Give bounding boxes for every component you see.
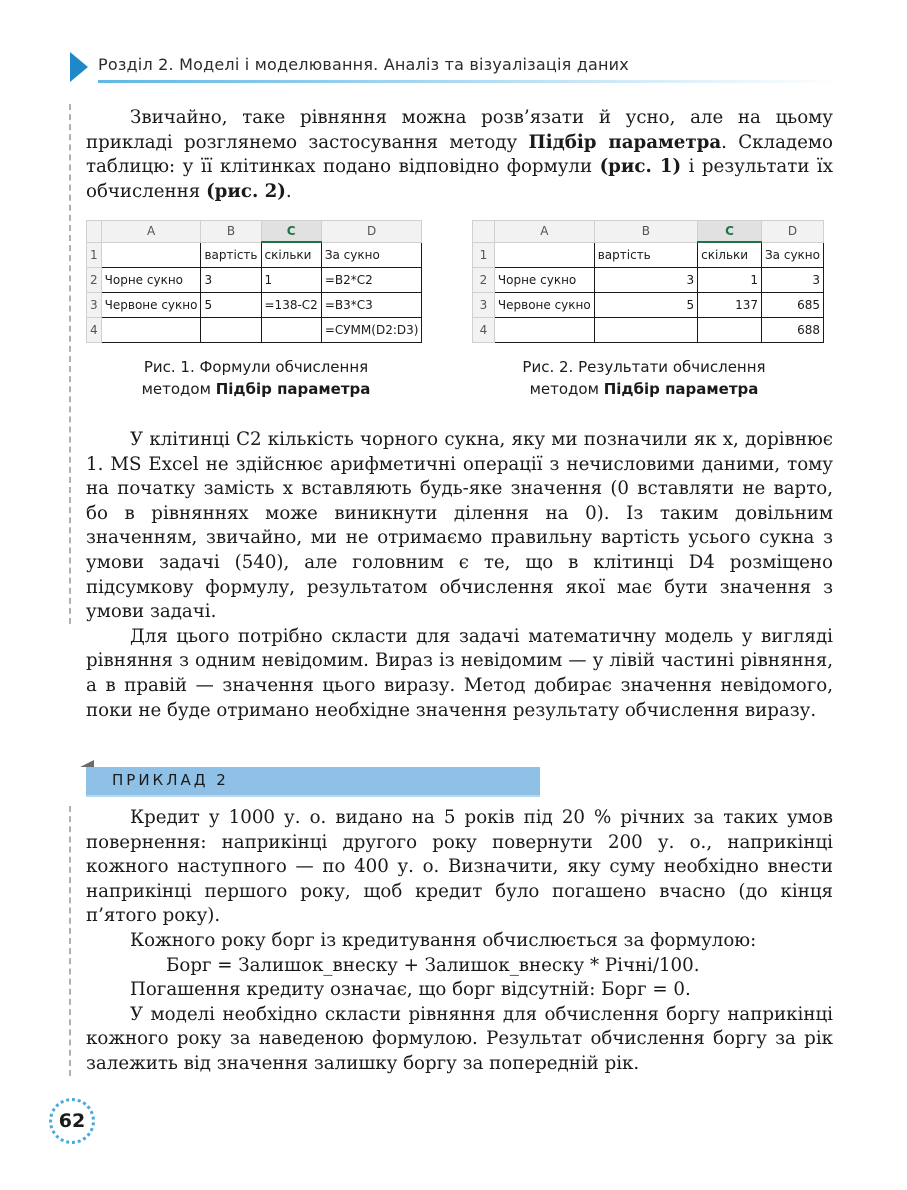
column-header-selected: C: [261, 221, 321, 243]
figure-1-spreadsheet: [86, 220, 422, 343]
cell: 5: [594, 293, 697, 318]
cell: 3: [201, 268, 261, 293]
cell: скільки: [698, 242, 762, 268]
intro-paragraph: Звичайно, таке рівняння можна розв’язати й усно, але на цьому прикладі розглянемо застосування методу Підбір параметра. Складемо таблицю: у її клітинках подано відповідно формули (рис. 1) і результати їх обчислення (рис. 2).: [86, 107, 833, 202]
cell: За сукно: [321, 242, 422, 268]
cell: 3: [761, 268, 823, 293]
example-header: [86, 767, 540, 797]
cell: Чорне сукно: [494, 268, 594, 293]
body-paragraph: У клітинці C2 кількість чорного сукна, яку ми позначили як x, дорівнює 1. MS Excel не здійснює арифметичні операції з нечисловими даними, тому на початку замість x вставляють будь-яке значення (0 вставляти не варто, бо в рівняннях може виникнути ділення на 0). Із таким довільним значенням, звичайно, ми не отримаємо правильну вартість усього сукна з умови задачі (540), але головним є те, що в клітинці D4 розміщено підсумкову формулу, результатом обчислення якої має бути значення з умови задачі.: [86, 429, 833, 623]
example-paragraph: Погашення кредиту означає, що борг відсутній: Борг = 0.: [130, 979, 691, 1001]
running-header: [70, 50, 830, 84]
cell: 685: [761, 293, 823, 318]
table-row: [87, 242, 422, 268]
column-header: D: [761, 221, 823, 243]
table-row: [473, 268, 824, 293]
figure-2-spreadsheet: [472, 220, 824, 343]
cell: [494, 318, 594, 343]
cell: =B3*C3: [321, 293, 422, 318]
cell: [201, 318, 261, 343]
row-number: 1: [473, 242, 495, 268]
cell: =138-C2: [261, 293, 321, 318]
page-number-badge: [49, 1098, 95, 1144]
column-header-selected: C: [698, 221, 762, 243]
table-row: [473, 242, 824, 268]
example-paragraph: У моделі необхідно скласти рівняння для обчислення боргу наприкінці кожного року за наведеною формулою. Результат обчислення боргу за рік залежить від значення залишку боргу за попередній рік.: [86, 1003, 833, 1074]
row-number: 2: [87, 268, 102, 293]
row-number: 2: [473, 268, 495, 293]
cell: За сукно: [761, 242, 823, 268]
cell: 688: [761, 318, 823, 343]
header-title: Розділ 2. Моделі і моделювання. Аналіз та візуалізація даних: [98, 55, 629, 74]
cell: вартість: [594, 242, 697, 268]
cell: Чорне сукно: [101, 268, 201, 293]
cell: Червоне сукно: [494, 293, 594, 318]
column-header: B: [201, 221, 261, 243]
cell: [594, 318, 697, 343]
table-row: [473, 293, 824, 318]
example-paragraph: Кредит у 1000 у. о. видано на 5 років під 20 % річних за таких умов повернення: наприкінці другого року повернути 200 у. о., наприкінці кожного наступного — по 400 у. о. Визначити, яку суму необхідно внести наприкінці першого року, щоб кредит було погашено вчасно (до кінця п’ятого року).: [86, 807, 833, 927]
figure-2-caption: Рис. 2. Результати обчислення методом Підбір параметра: [522, 358, 766, 398]
body-text: [86, 428, 833, 723]
body-paragraph: Для цього потрібно скласти для задачі математичну модель у вигляді рівняння з одним невідомим. Вираз із невідомим — у лівій частині рівняння, а в правій — значення цього виразу. Метод добирає значення невідомого, поки не буде отримано необхідне значення результату обчислення виразу.: [86, 625, 833, 721]
table-row: [87, 318, 422, 343]
row-number: 4: [473, 318, 495, 343]
corner-fold-icon: [80, 760, 94, 767]
cell: вартість: [201, 242, 261, 268]
cell: Червоне сукно: [101, 293, 201, 318]
cell: [261, 318, 321, 343]
header-rule: [98, 80, 838, 83]
cell: =B2*C2: [321, 268, 422, 293]
example-paragraph: Кожного року борг із кредитування обчислюється за формулою:: [130, 929, 757, 951]
figure-1-caption: Рис. 1. Формули обчислення методом Підбір параметра: [141, 358, 371, 398]
example-formula: Борг = Залишок_внеску + Залишок_внеску * Річні/100.: [166, 954, 700, 976]
cell: 137: [698, 293, 762, 318]
column-header: A: [101, 221, 201, 243]
cell: [101, 318, 201, 343]
page-number: 62: [58, 1110, 86, 1132]
cell: скільки: [261, 242, 321, 268]
margin-dashes-bottom: [69, 806, 71, 1076]
cell: [101, 242, 201, 268]
cell: =СУММ(D2:D3): [321, 318, 422, 343]
column-header: D: [321, 221, 422, 243]
table-row: [473, 318, 824, 343]
example-text: [86, 806, 833, 1077]
cell: 3: [594, 268, 697, 293]
example-label: ПРИКЛАД 2: [112, 771, 229, 789]
row-number: 4: [87, 318, 102, 343]
row-number: 1: [87, 242, 102, 268]
row-number: 3: [87, 293, 102, 318]
cell: [698, 318, 762, 343]
column-header: B: [594, 221, 697, 243]
cell: 1: [261, 268, 321, 293]
table-row: [87, 268, 422, 293]
column-header: A: [494, 221, 594, 243]
header-arrow-icon: [70, 52, 88, 82]
cell: 1: [698, 268, 762, 293]
table-row: [87, 293, 422, 318]
row-number: 3: [473, 293, 495, 318]
margin-dashes-top: [69, 104, 71, 624]
cell: [494, 242, 594, 268]
cell: 5: [201, 293, 261, 318]
